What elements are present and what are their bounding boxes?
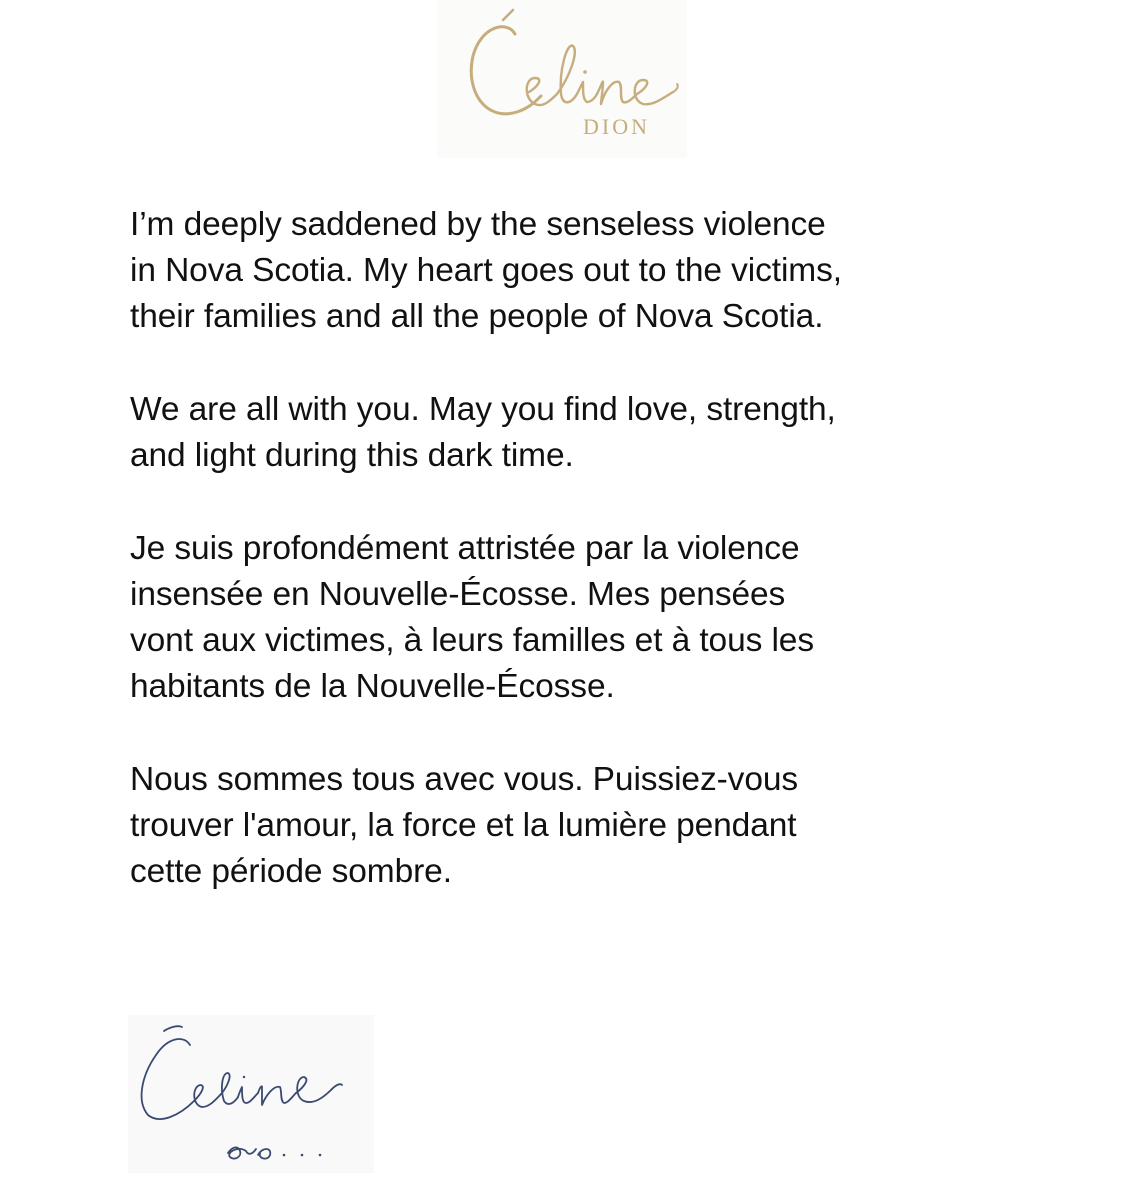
text-line: Je suis profondément attristée par la violence [130, 530, 800, 567]
text-line: vont aux victimes, à leurs familles et à tous les [130, 622, 814, 659]
paragraph-french-1 [130, 526, 1030, 710]
paragraph-french-2 [130, 757, 1030, 895]
paragraph-english-1 [130, 202, 1030, 340]
signature-graphic [128, 1015, 374, 1173]
text-line: We are all with you. May you find love, strength, [130, 391, 836, 428]
text-line: I’m deeply saddened by the senseless violence [130, 206, 826, 243]
logo-caps-text: DION [583, 114, 650, 139]
statement-body [130, 202, 1030, 942]
text-line: their families and all the people of Nova Scotia. [130, 298, 824, 335]
text-line: habitants de la Nouvelle-Écosse. [130, 668, 615, 705]
paragraph-english-2 [130, 387, 1030, 479]
handwritten-signature [128, 1015, 374, 1173]
text-line: and light during this dark time. [130, 437, 574, 474]
celine-dion-logo [437, 0, 687, 158]
text-line: insensée en Nouvelle-Écosse. Mes pensées [130, 576, 786, 613]
text-line: trouver l'amour, la force et la lumière pendant [130, 807, 797, 844]
text-line: in Nova Scotia. My heart goes out to the victims, [130, 252, 842, 289]
text-line: cette période sombre. [130, 853, 452, 890]
text-line: Nous sommes tous avec vous. Puissiez-vous [130, 761, 799, 798]
